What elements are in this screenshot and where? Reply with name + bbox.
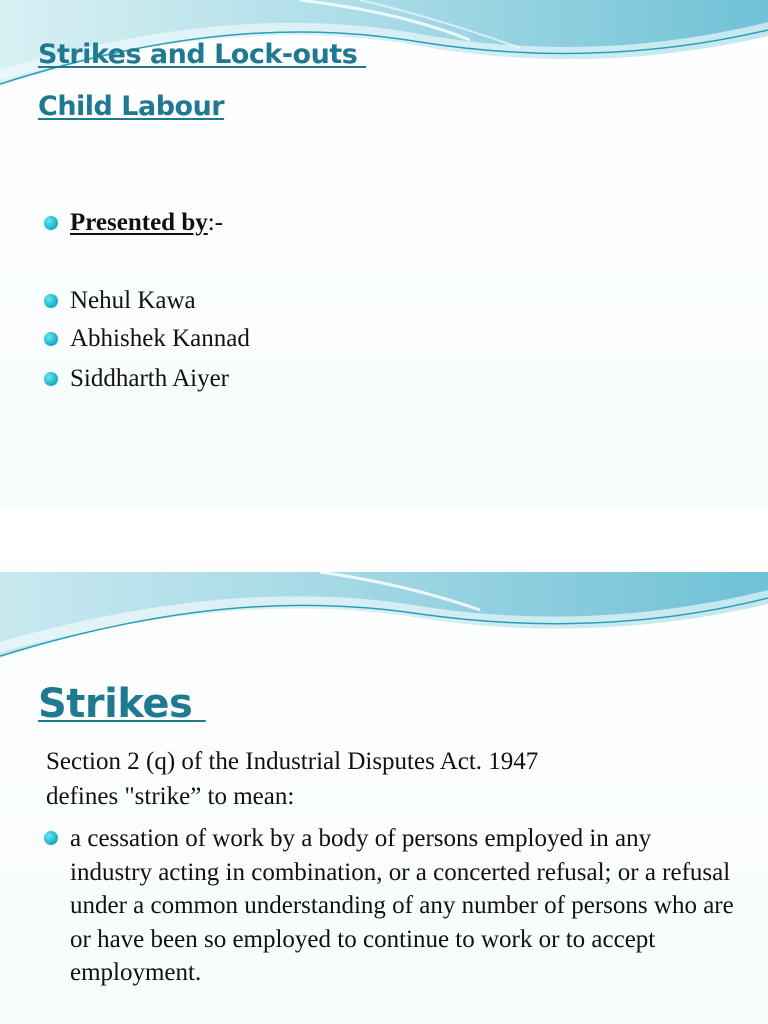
definition-intro: defines "strike” to mean: bbox=[46, 783, 295, 810]
title-line-1: Strikes and Lock-outs bbox=[38, 39, 367, 70]
bullet-icon bbox=[44, 372, 58, 386]
definition-text: a cessation of work by a body of persons employed in any industry acting in combination, or a concerted refusal; or a refusal under a common understanding of any number of persons who are or have been so employed to continue to work or to accept employment. bbox=[70, 825, 734, 987]
bullet-icon bbox=[44, 294, 58, 308]
wave-banner-decoration bbox=[0, 572, 768, 672]
section-reference: Section 2 (q) of the Industrial Disputes Act. 1947 bbox=[46, 748, 539, 775]
presenter-item bbox=[46, 364, 230, 394]
presented-by-label: Presented by bbox=[70, 209, 208, 236]
presenter-name: Nehul Kawa bbox=[70, 287, 196, 314]
presented-by-item bbox=[46, 208, 224, 238]
presenter-item bbox=[46, 324, 250, 354]
title-line-2: Child Labour bbox=[38, 91, 225, 122]
definition-item bbox=[46, 822, 736, 990]
slide-strikes bbox=[0, 512, 768, 1024]
page-title: Strikes bbox=[38, 681, 206, 727]
bullet-icon bbox=[44, 216, 58, 230]
presenter-name: Abhishek Kannad bbox=[70, 325, 250, 352]
presented-by-suffix: :- bbox=[207, 209, 224, 236]
bullet-icon bbox=[44, 831, 58, 845]
bullet-icon bbox=[44, 332, 58, 346]
presenter-name: Siddharth Aiyer bbox=[70, 365, 230, 392]
presenter-item bbox=[46, 286, 196, 316]
